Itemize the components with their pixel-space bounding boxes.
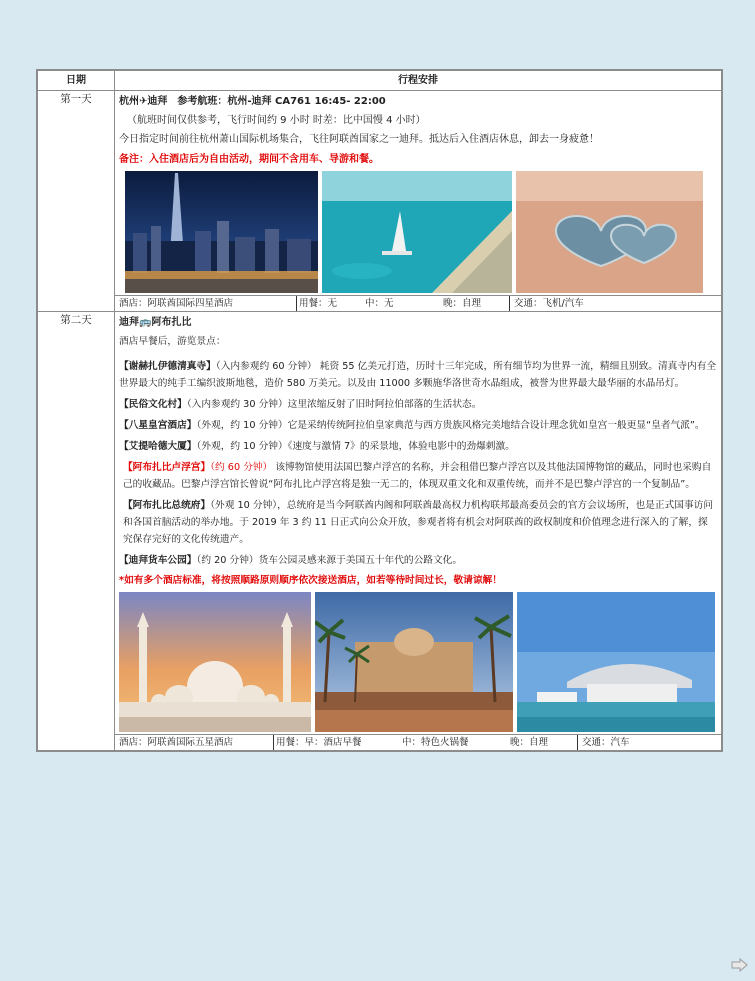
date-column-header: 日期 — [37, 70, 115, 91]
lunch-info: 中：无 — [365, 298, 394, 309]
dinner-info: 晚：自理 — [510, 735, 578, 750]
route-title: 杭州✈迪拜 参考航班：杭州-迪拜 CA761 16:45- 22:00 — [119, 96, 386, 107]
lunch-info: 中：特色火锅餐 — [402, 737, 469, 748]
hotel-info: 酒店：阿联酋国际五星酒店 — [115, 735, 274, 750]
next-page-arrow-icon[interactable] — [731, 958, 749, 972]
attraction-item: 【阿布扎比卢浮宫】（约 60 分钟） 该博物馆使用法国巴黎卢浮宫的名称，并会租借巴黎卢浮宫以及其他法国博物馆的藏品，同时也采购自己的收藏品。巴黎卢浮宫馆长曾说“阿布扎比卢浮宫将是独一无二的，体现双重文化和双重传统，而并不是巴黎卢浮宫的一个复制品”。 — [123, 462, 712, 490]
meal-info: 用餐：无 — [299, 298, 338, 309]
attraction-item: 【迪拜货车公园】（约 20 分钟）货车公园灵感来源于美国五十年代的公路文化。 — [119, 555, 463, 566]
day-label: 第二天 — [37, 312, 115, 752]
attraction-item: 【八星皇宫酒店】（外观，约 10 分钟）它是采纳传统阿拉伯皇家典范与西方贵族风格完美地结合设计理念犹如皇宫一般更显“皇者气派”。 — [119, 420, 705, 431]
day-description: 今日指定时间前往杭州萧山国际机场集合，飞往阿联酋国家之一迪拜。抵达后入住酒店休息，卸去一身疲惫！ — [119, 134, 599, 145]
emirates-palace-photo — [315, 592, 513, 732]
attraction-item: 【阿布扎比总统府】（外观 10 分钟），总统府是当今阿联酋内阁和阿联酋最高权力机构联邦最高委员会的官方会议场所，也是正式国事访问和各国首脑活动的举办地。于 2019 年 3 约 11 日正式向公众开放，参观者将有机会对阿联酋的政权制度和价值理念进行深入的了解，探究保存完好的文化传统遗产。 — [123, 500, 714, 545]
burj-al-arab-photo — [322, 171, 512, 293]
table-header-row — [37, 70, 722, 91]
day-meta — [115, 734, 721, 750]
route-title: 迪拜🚌阿布扎比 — [119, 317, 192, 328]
attraction-item: 【谢赫扎伊德清真寺】（入内参观约 60 分钟） 耗资 55 亿美元打造，历时十三年完成，所有细节均为世界一流，精细且别致。清真寺内有全世界最大的纯手工编织波斯地毯，造价 580 万美元。以及由 11000 多颗施华洛世奇水晶组成，被誉为世界最大最华丽的水晶吊灯。 — [119, 361, 717, 389]
table-row — [37, 91, 722, 312]
love-lake-photo — [516, 171, 703, 293]
day-meta — [115, 295, 721, 311]
day-label: 第一天 — [37, 91, 115, 312]
dinner-info: 晚：自理 — [443, 296, 510, 311]
louvre-abu-dhabi-photo — [517, 592, 715, 732]
attraction-item: 【民俗文化村】（入内参观约 30 分钟）这里浓缩反射了旧时阿拉伯部落的生活状态。 — [119, 399, 482, 410]
meal-info: 用餐：早：酒店早餐 — [276, 737, 362, 748]
transport-info: 交通：飞机/汽车 — [514, 298, 584, 309]
transport-info: 交通：汽车 — [582, 737, 630, 748]
itinerary-table — [36, 69, 723, 752]
attraction-item: 【艾提哈德大厦】（外观，约 10 分钟）《速度与激情 7》的采景地，体验电影中的劲爆刺激。 — [119, 441, 515, 452]
day-note: 备注：入住酒店后为自由活动，期间不含用车、导游和餐。 — [119, 154, 379, 165]
grand-mosque-photo — [119, 592, 311, 732]
day-note: *如有多个酒店标准，将按照顺路原则顺序依次接送酒店，如若等待时间过长，敬请谅解！ — [119, 575, 502, 586]
plan-column-header: 行程安排 — [115, 70, 723, 91]
day-intro: 酒店早餐后，游览景点： — [119, 336, 226, 347]
table-row — [37, 312, 722, 752]
flight-note: （航班时间仅供参考，飞行时间约 9 小时 时差：比中国慢 4 小时） — [127, 115, 426, 126]
burj-khalifa-photo — [125, 171, 318, 293]
hotel-info: 酒店：阿联酋国际四星酒店 — [115, 296, 297, 311]
